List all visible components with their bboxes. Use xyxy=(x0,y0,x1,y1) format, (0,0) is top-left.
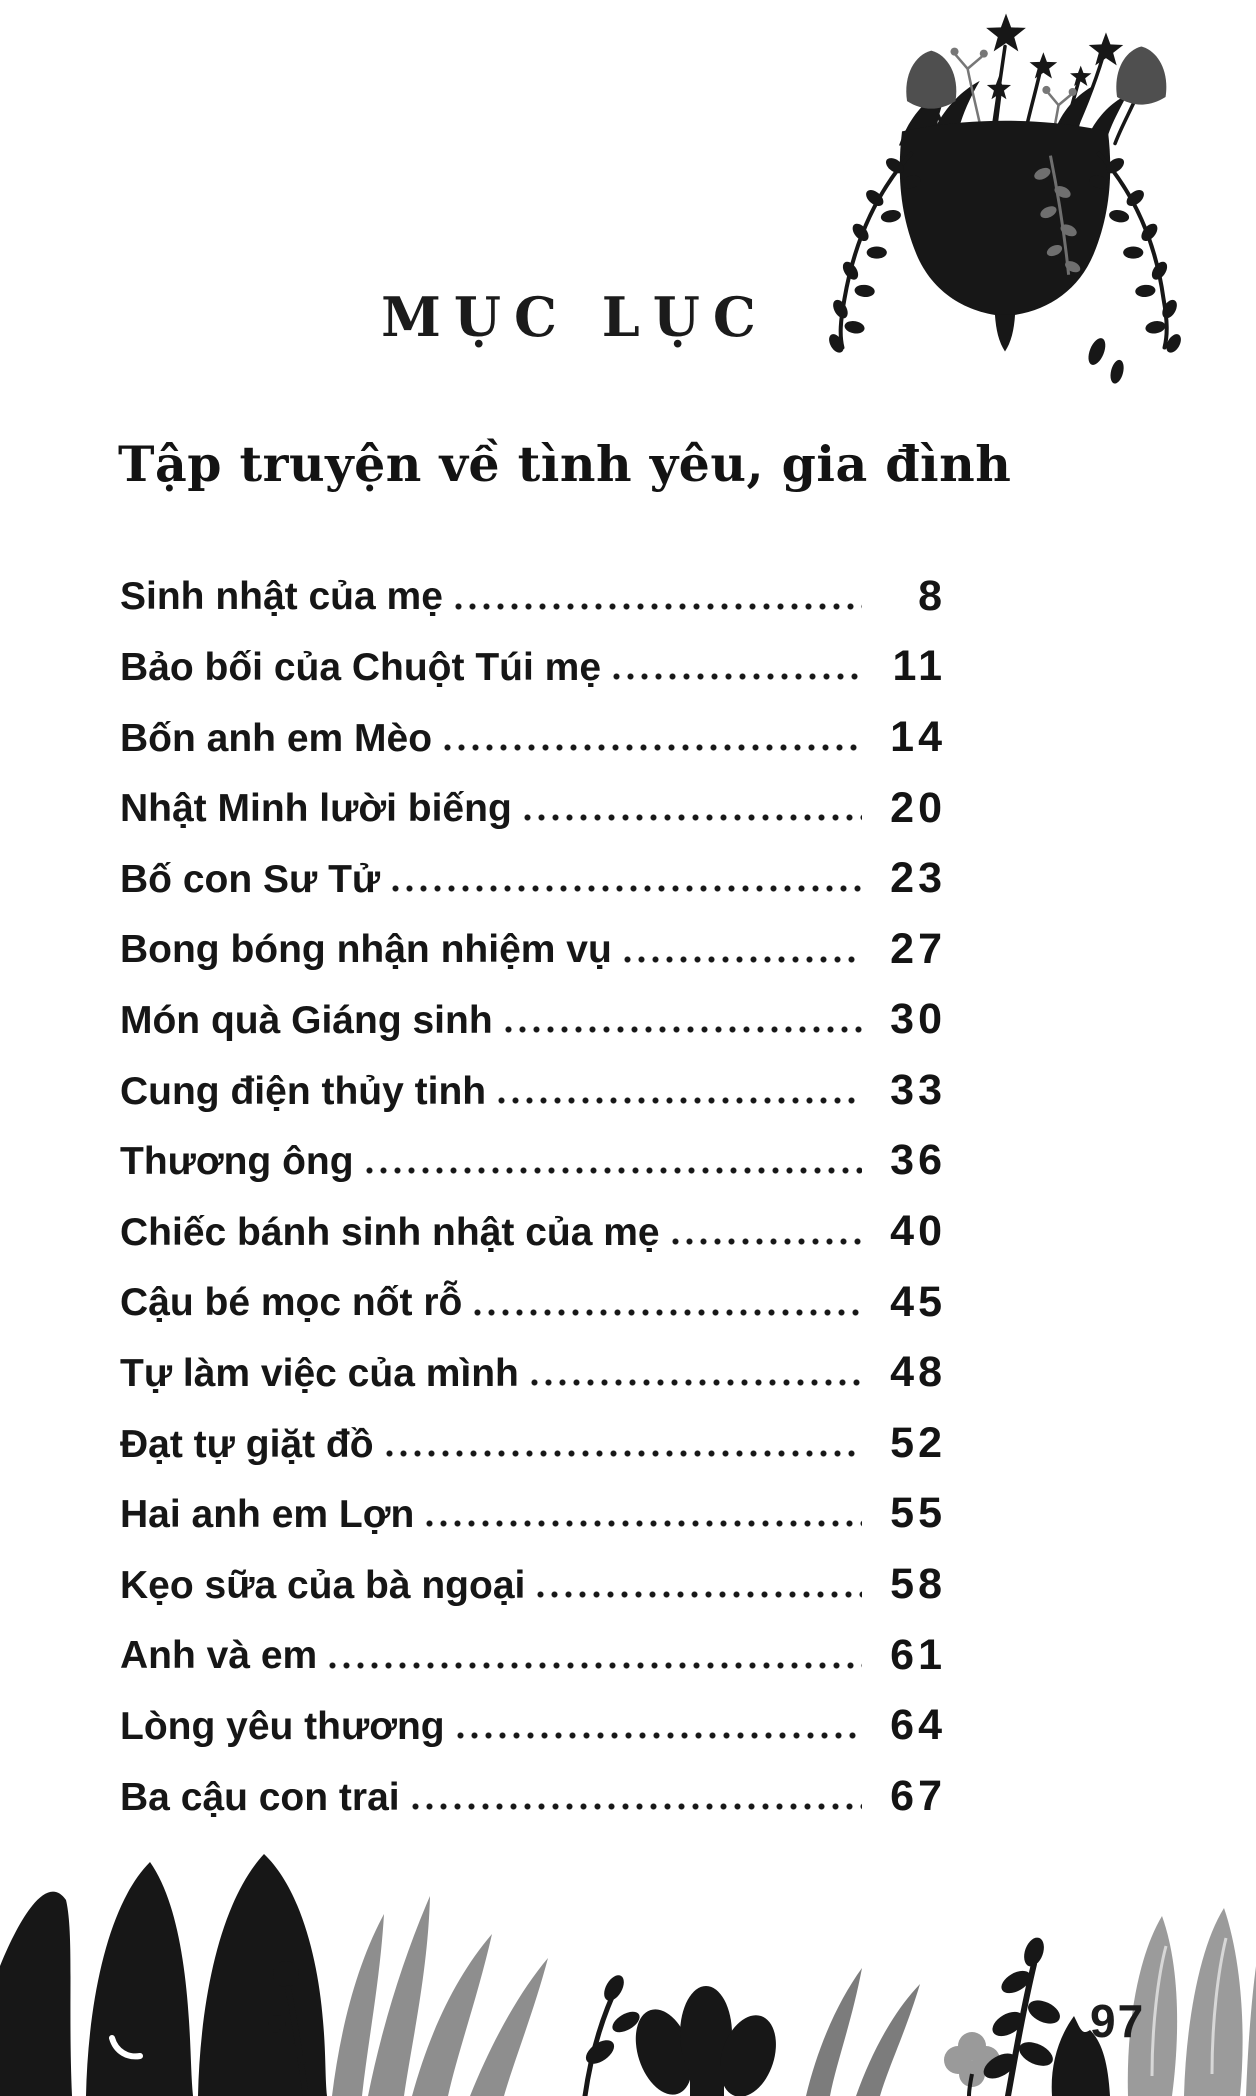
toc-entry-title: Anh và em xyxy=(120,1634,318,1678)
dot-leader xyxy=(366,1167,862,1174)
fat-petal-flower xyxy=(626,1986,786,2096)
black-leaf-sprig xyxy=(582,1972,643,2096)
toc-entry-page-number: 67 xyxy=(890,1771,946,1820)
dot-leader xyxy=(444,744,862,751)
toc-entry-title: Ba cậu con trai xyxy=(120,1775,400,1819)
toc-entry-page-number: 64 xyxy=(890,1701,946,1750)
section-heading: Tập truyện về tình yêu, gia đình xyxy=(118,435,1012,493)
dot-leader xyxy=(455,603,862,610)
toc-entry xyxy=(120,972,946,1043)
toc-entry-title: Cung điện thủy tinh xyxy=(120,1069,487,1113)
dot-leader xyxy=(531,1379,862,1386)
toc-entry-page-number: 40 xyxy=(890,1207,946,1256)
toc-entry xyxy=(120,901,946,972)
toc-entry-page-number: 61 xyxy=(890,1630,946,1679)
toc-entry-title: Bố con Sư Tử xyxy=(120,857,381,901)
toc-entry-title: Kẹo sữa của bà ngoại xyxy=(120,1563,526,1607)
toc-entry xyxy=(120,1183,946,1254)
dot-leader xyxy=(426,1520,862,1527)
bottom-plants-illustration xyxy=(0,1816,1256,2096)
dot-leader xyxy=(672,1238,862,1245)
toc-entry xyxy=(120,760,946,831)
dot-leader xyxy=(457,1732,862,1739)
toc-entry-title: Bảo bối của Chuột Túi mẹ xyxy=(120,646,602,690)
toc-entry-title: Tự làm việc của mình xyxy=(120,1352,519,1396)
toc-entry xyxy=(120,548,946,619)
left-leaf-shard xyxy=(0,1892,72,2096)
gray-grass-blades xyxy=(332,1896,548,2096)
dot-leader xyxy=(498,1097,862,1104)
mid-gray-blades xyxy=(806,1968,920,2096)
toc-entry xyxy=(120,1254,946,1325)
toc-entry-page-number: 45 xyxy=(890,1277,946,1326)
toc-entry-page-number: 8 xyxy=(918,571,946,620)
toc-entry-page-number: 52 xyxy=(890,1418,946,1467)
page-title: MỤC LỤC xyxy=(381,285,769,349)
toc-entry xyxy=(120,1395,946,1466)
toc-entry-page-number: 58 xyxy=(890,1560,946,1609)
dot-leader xyxy=(505,1026,862,1033)
toc-entry xyxy=(120,830,946,901)
folio-page-number: 97 xyxy=(1090,1995,1146,2047)
toc-entry-page-number: 23 xyxy=(890,854,946,903)
dot-leader xyxy=(474,1309,862,1316)
tulip-flowers xyxy=(906,47,1166,109)
toc-entry-page-number: 36 xyxy=(890,1136,946,1185)
toc-entry-page-number: 48 xyxy=(890,1348,946,1397)
toc-entry-page-number: 27 xyxy=(890,924,946,973)
toc-entry xyxy=(120,1748,946,1819)
star-flowers-icon xyxy=(986,14,1123,100)
dot-leader xyxy=(537,1591,862,1598)
toc-entry xyxy=(120,1113,946,1184)
toc-entry-title: Lòng yêu thương xyxy=(120,1704,445,1748)
toc-entry-title: Bốn anh em Mèo xyxy=(120,716,433,760)
dot-leader xyxy=(624,956,862,963)
dot-leader xyxy=(386,1450,862,1457)
toc-entry xyxy=(120,1607,946,1678)
toc-entry xyxy=(120,689,946,760)
toc-entry xyxy=(120,1678,946,1749)
toc-entry xyxy=(120,1466,946,1537)
toc-entry xyxy=(120,1536,946,1607)
toc-entry-title: Thương ông xyxy=(120,1140,354,1184)
toc-entry xyxy=(120,1042,946,1113)
dot-leader xyxy=(412,1803,862,1810)
toc-entry-page-number: 11 xyxy=(892,642,946,691)
toc-entry-page-number: 55 xyxy=(890,1489,946,1538)
toc-entry-page-number: 33 xyxy=(890,1065,946,1114)
toc-entry xyxy=(120,1325,946,1396)
toc-entry-title: Nhật Minh lười biếng xyxy=(120,787,512,831)
toc-entry-title: Hai anh em Lợn xyxy=(120,1493,415,1537)
toc-entry-title: Đạt tự giặt đồ xyxy=(120,1422,374,1466)
butterfly-right-wing xyxy=(198,1854,327,2096)
butterfly-left-wing xyxy=(86,1862,193,2096)
toc-entry-title: Chiếc bánh sinh nhật của mẹ xyxy=(120,1210,660,1254)
dot-leader xyxy=(613,673,862,680)
toc-entry-title: Cậu bé mọc nốt rỗ xyxy=(120,1281,463,1325)
dot-leader xyxy=(329,1662,862,1669)
dot-leader xyxy=(392,885,862,892)
toc-list xyxy=(120,548,946,1819)
toc-entry xyxy=(120,619,946,690)
toc-entry-title: Sinh nhật của mẹ xyxy=(120,575,443,619)
toc-entry-page-number: 20 xyxy=(890,783,946,832)
toc-entry-title: Món quà Giáng sinh xyxy=(120,999,493,1043)
toc-entry-page-number: 30 xyxy=(890,995,946,1044)
tall-gray-leaves xyxy=(1128,1908,1256,2096)
toc-entry-page-number: 14 xyxy=(890,712,946,761)
toc-entry-title: Bong bóng nhận nhiệm vụ xyxy=(120,928,612,972)
dot-leader xyxy=(524,814,862,821)
